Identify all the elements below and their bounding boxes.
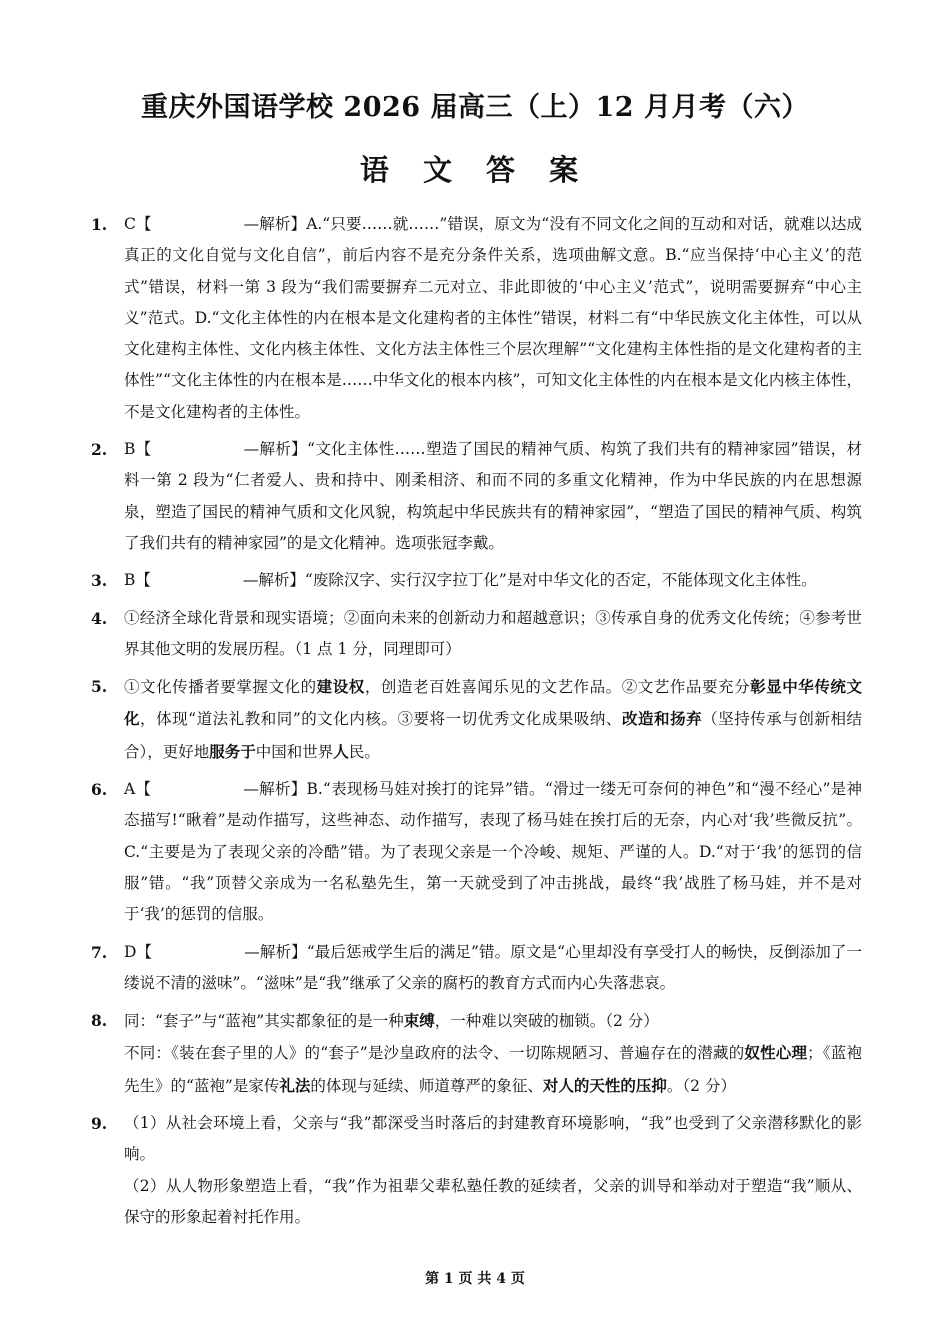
key-point-text: 服务于	[209, 741, 256, 761]
answer-text	[124, 671, 862, 768]
answer-item	[86, 774, 862, 930]
page-title: 重庆外国语学校 2026 届高三（上）12 月月考（六）	[141, 92, 809, 123]
answer-segment: —解析】“废除汉字、实行汉字拉丁化”是对中华文化的否定，不能体现文化主体性。	[242, 571, 817, 590]
answer-paragraph	[124, 565, 862, 596]
key-point-text: 改造和扬弃	[621, 709, 703, 729]
answer-segment: 民。	[348, 742, 380, 761]
answer-text	[124, 565, 862, 596]
answer-segment: 。（2 分）	[666, 1076, 736, 1095]
answer-paragraph	[124, 209, 862, 428]
key-point-text: 人	[333, 741, 349, 761]
answer-text	[124, 937, 862, 1000]
answer-text	[124, 1108, 862, 1233]
answer-segment: —解析】A.“只要……就……”错误，原文为“没有不同文化之间的互动和对话，就难以达成真正的文化自觉与文化自信”，前后内容不是充分条件关系，选项曲解文意。B.“应当保持‘中心主义’的范式”错误，材料一第 3 段为“我们需要摒弃二元对立、非此即彼的‘中心主义’范式”，说明需要摒弃“中心主义”范式。D.“文化主体性的内在根本是文化建构者的主体性”错误，材料二有“中华民族文化主体性，可以从文化建构主体性、文化内核主体性、文化方法主体性三个层次理解”“文化建构主体性指的是文化建构者的主体性”“文化主体性的内在根本是……中华文化的根本内核”，可知文化主体性的内在根本是文化内核主体性，不是文化建构者的主体性。	[124, 215, 862, 421]
key-point-text: 奴性心理	[744, 1043, 808, 1063]
answer-paragraph	[124, 434, 862, 559]
answer-segment: —解析】“最后惩戒学生后的满足”错。原文是“心里却没有享受打人的畅快，反倒添加了一缕说不清的滋味”。“滋味”是“我”继承了父亲的腐朽的教育方式而内心失落悲哀。	[124, 942, 862, 992]
answer-item	[86, 1108, 862, 1233]
answer-number: 2.	[91, 440, 108, 460]
answer-segment: 同：“套子”与“蓝袍”其实都象征的是一种	[124, 1012, 404, 1031]
answer-segment: ①文化传播者要掌握文化的	[124, 678, 317, 697]
answer-segment: —解析】B.“表现杨马娃对挨打的诧异”错。“滑过一缕无可奈何的神色”和“漫不经心”是神态描写!“瞅着”是动作描写，这些神态、动作描写，表现了杨马娃在挨打后的无奈，内心对‘我’些微反抗”。C.“主要是为了表现父亲的冷酷”错。为了表现父亲是一个冷峻、规矩、严谨的人。D.“对于‘我’的惩罚的信服”错。“我”顶替父亲成为一名私塾先生，第一天就受到了冲击挑战，最终“我’战胜了杨马娃，并不是对于‘我’的惩罚的信服。	[124, 780, 862, 924]
answer-segment: ，体现“道法礼教和同”的文化内核。③要将一切优秀文化成果吸纳、	[140, 710, 622, 729]
answer-segment: B【	[124, 440, 152, 459]
answer-text	[124, 434, 862, 559]
answer-segment: C【	[124, 215, 152, 233]
key-point-text: 束缚	[403, 1011, 435, 1031]
answer-item	[86, 434, 862, 559]
answer-text	[124, 603, 862, 666]
answer-segment: 中国和世界	[255, 742, 334, 761]
answer-paragraph	[124, 774, 862, 930]
answer-paragraph	[124, 1171, 862, 1234]
answer-number: 9.	[91, 1114, 108, 1134]
answer-text	[124, 774, 862, 930]
answer-segment: ；《蓝袍先生》的“蓝袍”是家传	[124, 1044, 862, 1095]
answer-segment: 的体现与延续、师道尊严的象征、	[310, 1076, 543, 1095]
answer-segment: 不同：《装在套子里的人》的“套子”是沙皇政府的法令、一切陈规陋习、普遍存在的潜藏的	[124, 1044, 745, 1063]
answer-paragraph	[124, 1005, 862, 1037]
page-subtitle: 语 文 答 案	[359, 153, 591, 187]
answer-segment: （2）从人物形象塑造上看，“我”作为祖辈父辈私塾任教的延续者，父亲的训导和举动对于塑造“我”顺从、保守的形象起着衬托作用。	[124, 1176, 862, 1226]
answer-number: 3.	[91, 571, 108, 591]
answer-paragraph	[124, 1037, 862, 1102]
key-point-text: 对人的天性的压抑	[542, 1075, 667, 1095]
key-point-text: 建设权	[316, 677, 365, 697]
answer-item	[86, 209, 862, 428]
answer-paragraph	[124, 603, 862, 666]
key-point-text: 彰显中华传统文化	[124, 677, 862, 729]
answer-item	[86, 671, 862, 768]
answer-segment: ，创造老百姓喜闻乐见的文艺作品。②文艺作品要充分	[364, 678, 751, 697]
answer-number: 1.	[91, 215, 108, 234]
answer-number: 7.	[91, 942, 108, 962]
answer-segment: ，一种难以突破的枷锁。（2 分）	[434, 1012, 659, 1031]
answer-paragraph	[124, 1108, 862, 1171]
answer-paragraph	[124, 671, 862, 768]
answer-segment: A【	[124, 780, 152, 799]
answer-list	[86, 209, 862, 1239]
answer-segment: —解析】“文化主体性……塑造了国民的精神气质、构筑了我们共有的精神家园”错误，材料一第 2 段为“仁者爱人、贵和持中、刚柔相济、和而不同的多重文化精神，作为中华民族的内在思想源泉，塑造了国民的精神气质和文化风貌，构筑起中华民族共有的精神家园”，“塑造了国民的精神气质、构筑了我们共有的精神家园”的是文化精神。选项张冠李戴。	[124, 440, 862, 552]
answer-segment: ①经济全球化背景和现实语境；②面向未来的创新动力和超越意识；③传承自身的优秀文化传统；④参考世界其他文明的发展历程。（1 点 1 分，同理即可）	[124, 608, 862, 658]
answer-item	[86, 937, 862, 1000]
answer-segment: （1）从社会环境上看，父亲与“我”都深受当时落后的封建教育环境影响，“我”也受到了父亲潜移默化的影响。	[124, 1114, 862, 1164]
answer-number: 8.	[91, 1011, 108, 1031]
answer-item	[86, 1005, 862, 1102]
answer-item	[86, 603, 862, 666]
answer-number: 6.	[91, 780, 108, 800]
answer-number: 4.	[91, 608, 108, 628]
answer-text	[124, 1005, 862, 1102]
answer-item	[86, 565, 862, 596]
page-footer: 第 1 页 共 4 页	[425, 1271, 525, 1287]
answer-text	[124, 209, 862, 428]
key-point-text: 礼法	[279, 1075, 311, 1095]
answer-number: 5.	[91, 677, 108, 697]
answer-segment: （坚持传承与创新相结合），更好地	[124, 710, 862, 761]
answer-segment: B【	[124, 571, 151, 590]
answer-paragraph	[124, 937, 862, 1000]
answer-segment: D【	[124, 942, 153, 961]
